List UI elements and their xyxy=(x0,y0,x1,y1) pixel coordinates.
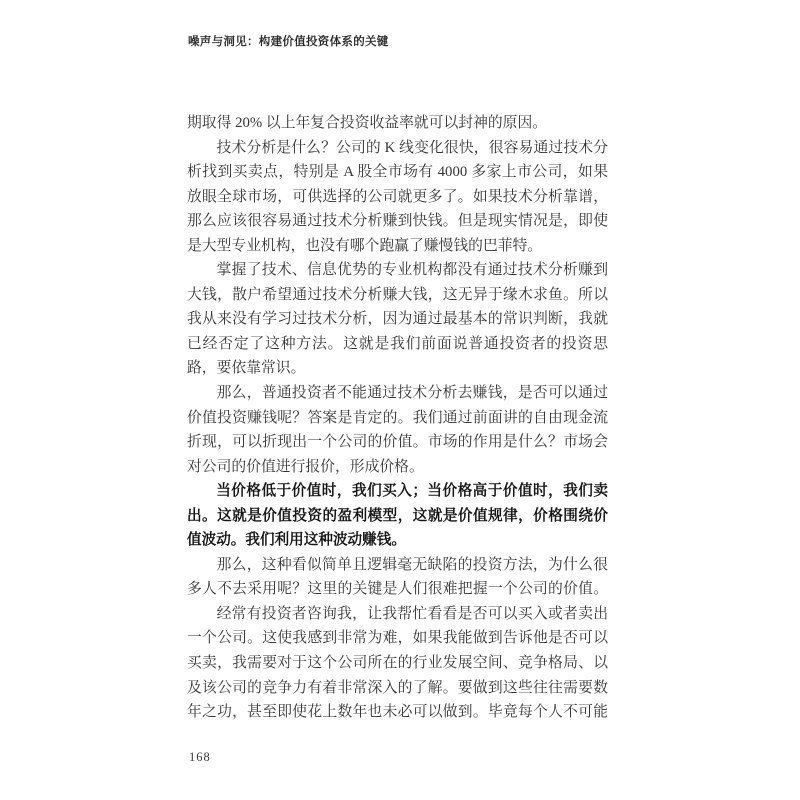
page-number: 168 xyxy=(189,750,211,764)
text-line: 对公司的价值进行报价，形成价格。 xyxy=(187,458,424,475)
text-line: 析找到买卖点，特别是 A 股全市场有 4000 多家上市公司，如果 xyxy=(187,164,608,181)
text-line: 我从来没有学习过技术分析，因为通过最基本的常识判断，我就 xyxy=(187,311,608,328)
text-line: 期取得 20% 以上年复合投资收益率就可以封神的原因。 xyxy=(187,115,548,131)
text-line: 折现，可以折现出一个公司的价值。市场的作用是什么？市场会 xyxy=(187,434,608,451)
text-line: 一个公司。这使我感到非常为难，如果我能做到告诉他是否可以 xyxy=(187,630,608,647)
text-line: 是大型专业机构，也没有哪个跑赢了赚慢钱的巴菲特。 xyxy=(187,237,543,254)
text-line: 那么，这种看似简单且逻辑毫无缺陷的投资方法，为什么很 xyxy=(216,556,608,573)
text-line: 掌握了技术、信息优势的专业机构都没有通过技术分析赚到 xyxy=(216,262,608,279)
text-line: 价值投资赚钱呢？答案是肯定的。我们通过前面讲的自由现金流 xyxy=(187,409,608,426)
text-line: 已经否定了这种方法。这就是我们前面说普通投资者的投资思 xyxy=(187,335,608,352)
body-text xyxy=(187,111,608,725)
text-line: 多人不去采用呢？这里的关键是人们很难把握一个公司的价值。 xyxy=(187,581,608,598)
text-line: 那么，普通投资者不能通过技术分析去赚钱，是否可以通过 xyxy=(216,385,608,402)
text-line: 经常有投资者咨询我，让我帮忙看看是否可以买入或者卖出 xyxy=(216,605,608,622)
text-line: 放眼全球市场，可供选择的公司就更多了。如果技术分析靠谱， xyxy=(187,188,608,205)
text-line: 大钱，散户希望通过技术分析赚大钱，这无异于缘木求鱼。所以 xyxy=(187,286,608,303)
text-line: 值波动。我们利用这种波动赚钱。 xyxy=(187,532,406,549)
text-line: 当价格低于价值时，我们买入；当价格高于价值时，我们卖 xyxy=(216,483,608,500)
text-line: 买卖，我需要对于这个公司所在的行业发展空间、竞争格局、以 xyxy=(187,655,608,672)
text-line: 技术分析是什么？公司的 K 线变化很快，很容易通过技术分 xyxy=(216,139,608,156)
running-head: 噪声与洞见：构建价值投资体系的关键 xyxy=(188,36,389,48)
text-line: 路，要依靠常识。 xyxy=(187,360,306,377)
text-line: 那么应该很容易通过技术分析赚到快钱。但是现实情况是，即使 xyxy=(187,213,608,230)
text-line: 年之功，甚至即使花上数年也未必可以做到。毕竟每个人不可能 xyxy=(187,704,608,721)
text-line: 及该公司的竞争力有着非常深入的了解。要做到这些往往需要数 xyxy=(187,679,608,696)
text-line: 出。这就是价值投资的盈利模型，这就是价值规律，价格围绕价 xyxy=(187,507,608,524)
